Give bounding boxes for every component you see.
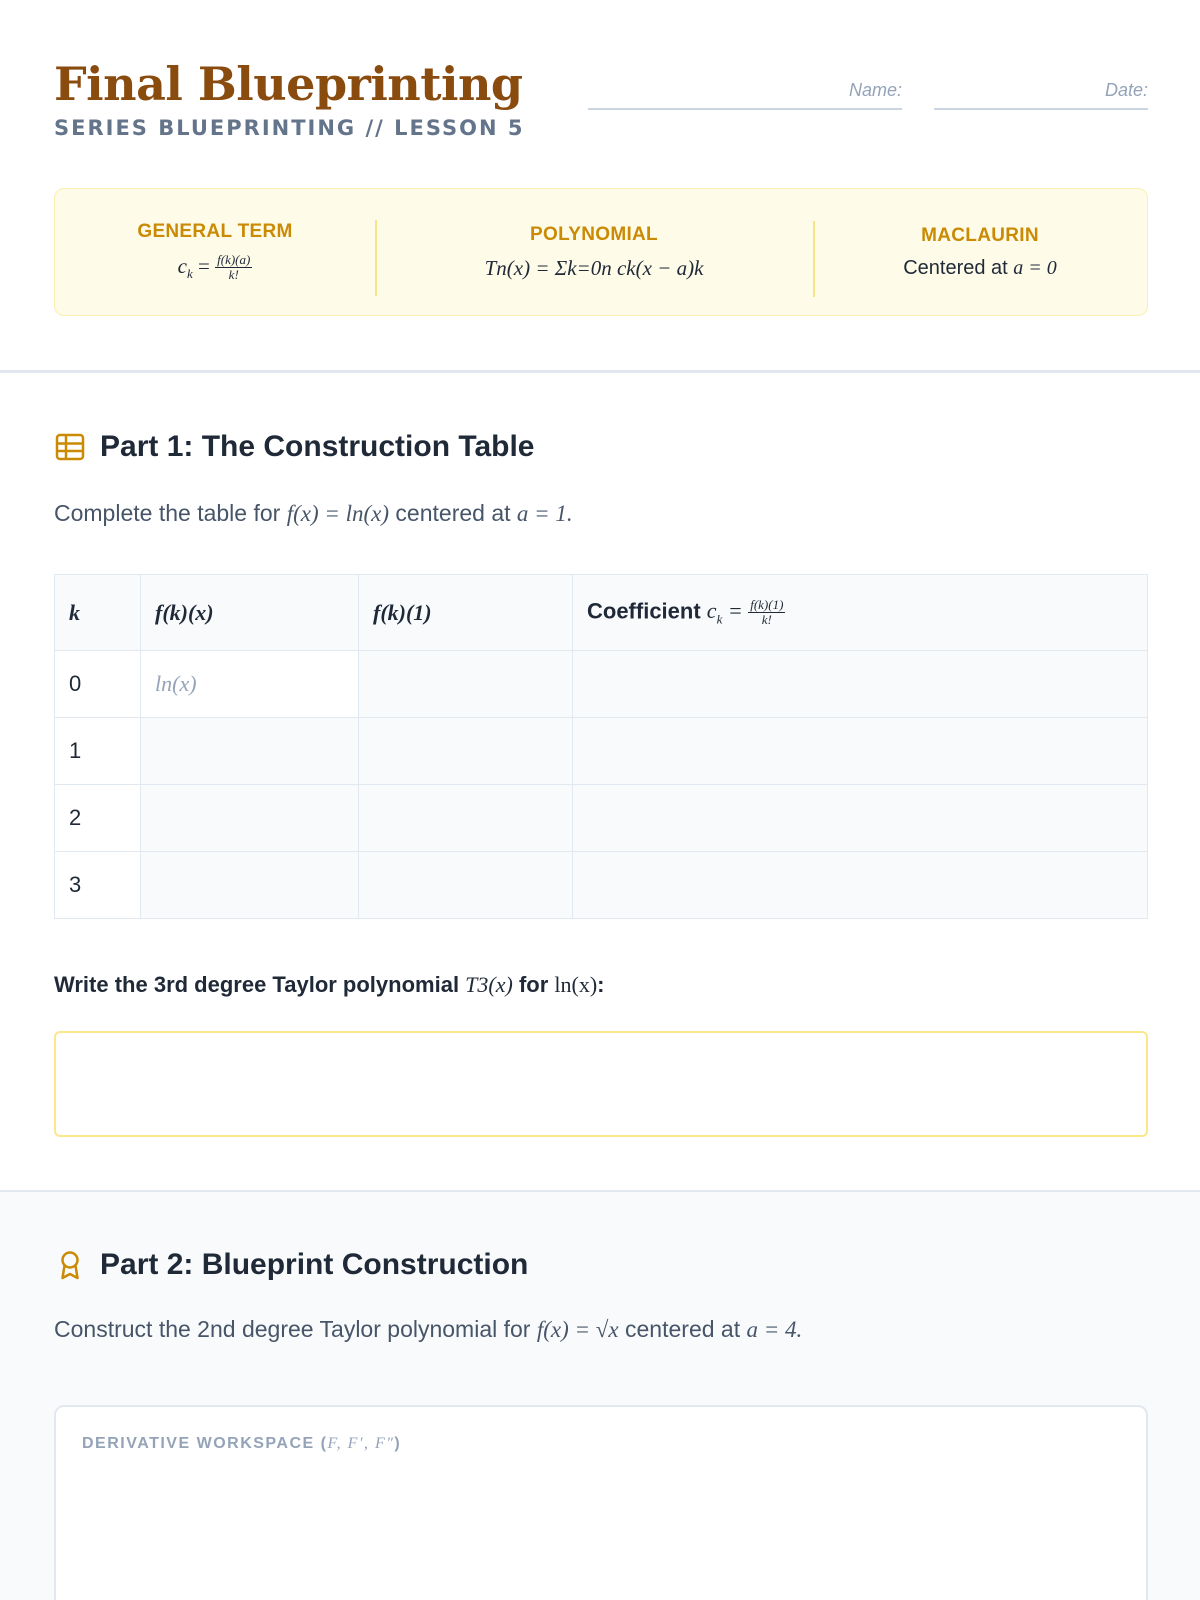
award-ribbon-icon: [54, 1249, 86, 1281]
part1-heading: [54, 430, 535, 464]
row-k-cell: 2: [55, 785, 141, 852]
row-coefficient-cell[interactable]: [573, 785, 1148, 852]
table-row: [55, 785, 1148, 852]
general-term-den: k!: [228, 267, 239, 283]
part2-instruction-function: f(x) = √x: [536, 1317, 619, 1342]
column-header-k: k: [55, 575, 141, 651]
part2-title: Part 2: Blueprint Construction: [100, 1248, 529, 1281]
question-polynomial: T3(x): [465, 972, 513, 997]
part1-instruction-center: a = 1.: [516, 501, 573, 526]
date-label: Date:: [1104, 80, 1148, 100]
general-term-sub: k: [187, 266, 193, 282]
row-derivative-cell[interactable]: [141, 718, 359, 785]
table-row: [55, 852, 1148, 919]
row-coefficient-cell[interactable]: [573, 718, 1148, 785]
name-label: Name:: [848, 80, 902, 100]
general-term-lhs: c: [177, 254, 187, 279]
polynomial-block: [375, 224, 813, 281]
row-coefficient-cell[interactable]: [573, 852, 1148, 919]
part1-instruction-mid: centered at: [389, 500, 517, 526]
general-term-block: [55, 221, 375, 282]
row-value-cell[interactable]: [359, 785, 573, 852]
coefficient-label: Coefficient: [587, 597, 707, 623]
workspace-label: [82, 1435, 401, 1453]
row-coefficient-cell[interactable]: [573, 651, 1148, 718]
question-function: ln(x): [554, 972, 598, 997]
worksheet-header: [54, 56, 1148, 156]
workspace-label-close: ): [394, 1435, 402, 1452]
maclaurin-heading: MACLAURIN: [921, 224, 1039, 246]
question-prefix: Write the 3rd degree Taylor polynomial: [54, 972, 466, 997]
part2-instruction-prefix: Construct the 2nd degree Taylor polynomial for: [54, 1316, 537, 1342]
maclaurin-text: Centered at: [903, 256, 1014, 279]
part1-instruction-function: f(x) = ln(x): [286, 501, 390, 526]
coefficient-symbol: $c_k$ =: [706, 597, 749, 627]
part2-heading: [54, 1248, 528, 1282]
name-field[interactable]: [588, 78, 902, 110]
row-k-cell: 1: [55, 718, 141, 785]
row-k-cell: 0: [55, 651, 141, 718]
part1-title: Part 1: The Construction Table: [100, 430, 535, 463]
table-row: [55, 718, 1148, 785]
column-header-derivative-at-1: f(k)(1): [359, 575, 573, 651]
row-derivative-cell[interactable]: ln(x): [141, 651, 359, 718]
part2-instruction: [54, 1316, 802, 1343]
row-derivative-cell[interactable]: [141, 785, 359, 852]
column-header-coefficient: [573, 575, 1148, 651]
general-term-eq: =: [192, 254, 216, 279]
coefficient-den: k!: [761, 611, 772, 627]
row-value-cell[interactable]: [359, 852, 573, 919]
polynomial-heading: POLYNOMIAL: [530, 223, 658, 245]
row-value-cell[interactable]: [359, 718, 573, 785]
construction-table: [54, 574, 1148, 919]
workspace-label-text: DERIVATIVE WORKSPACE (: [82, 1435, 328, 1452]
maclaurin-block: [813, 225, 1147, 280]
table-icon: [54, 431, 86, 463]
row-k-cell: 3: [55, 852, 141, 919]
page-subtitle: SERIES BLUEPRINTING // LESSON 5: [54, 116, 525, 140]
general-term-num: f(k)(a): [217, 252, 251, 268]
derivative-workspace[interactable]: [54, 1405, 1148, 1600]
part2-instruction-mid: centered at: [618, 1316, 747, 1342]
general-term-formula: [55, 253, 375, 282]
coefficient-num: f(k)(1): [750, 596, 784, 612]
general-term-heading: GENERAL TERM: [137, 221, 293, 243]
workspace-label-math: F, F′, F″: [327, 1435, 395, 1452]
row-value-cell[interactable]: [359, 651, 573, 718]
maclaurin-math: a = 0: [1013, 256, 1057, 279]
page-title: Final Blueprinting: [54, 57, 523, 111]
question-suffix: :: [597, 972, 605, 997]
coefficient-fraction: [748, 598, 785, 627]
date-field[interactable]: [934, 78, 1148, 110]
column-header-derivative: f(k)(x): [141, 575, 359, 651]
general-term-fraction: [215, 253, 252, 282]
section-divider: [0, 370, 1200, 373]
part1-instruction-prefix: Complete the table for: [54, 500, 287, 526]
polynomial-formula: Tn(x) = Σk=0n ck(x − a)k: [484, 255, 704, 280]
taylor-answer-box[interactable]: [54, 1031, 1148, 1137]
part1-instruction: [54, 500, 573, 527]
formula-reference-card: [54, 188, 1148, 316]
part2-instruction-center: a = 4.: [746, 1317, 803, 1342]
taylor-question-label: [54, 972, 604, 998]
table-header-row: [55, 575, 1148, 651]
table-row: [55, 651, 1148, 718]
maclaurin-formula: [813, 257, 1147, 280]
question-mid: for: [512, 972, 555, 997]
row-derivative-cell[interactable]: [141, 852, 359, 919]
